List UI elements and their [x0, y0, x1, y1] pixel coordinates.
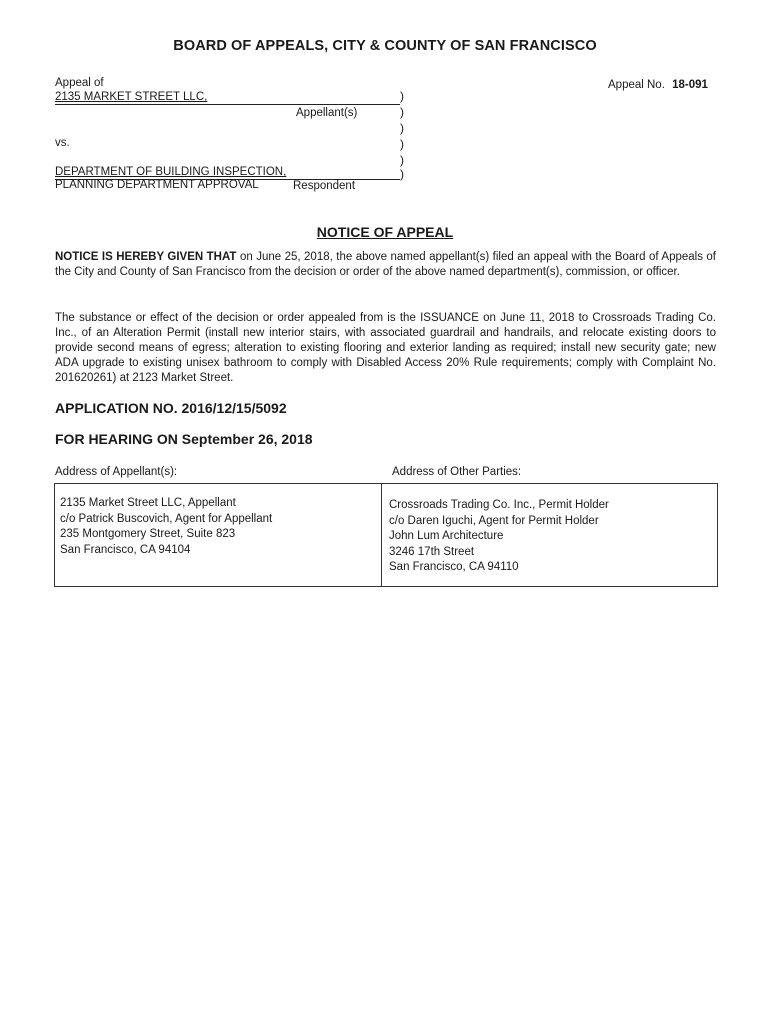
caption-bracket: )	[400, 167, 404, 181]
board-title: BOARD OF APPEALS, CITY & COUNTY OF SAN FRANCISCO	[173, 38, 597, 54]
address-line: Crossroads Trading Co. Inc., Permit Holder	[389, 499, 609, 511]
notice-lead: NOTICE IS HEREBY GIVEN THAT	[55, 251, 237, 263]
appeal-number-value: 18-091	[672, 79, 708, 91]
application-number: APPLICATION NO. 2016/12/15/5092	[55, 400, 287, 416]
appellant-role: Appellant(s)	[296, 107, 358, 119]
address-line: 235 Montgomery Street, Suite 823	[60, 528, 236, 540]
hearing-date: FOR HEARING ON September 26, 2018	[55, 431, 313, 447]
vs-label: vs.	[55, 137, 70, 149]
caption-bracket: )	[400, 105, 404, 119]
appeal-number-label: Appeal No.	[608, 79, 665, 91]
address-box-divider	[381, 483, 382, 587]
notice-paragraph-1-text: on June 25, 2018, the above named appellant(s) filed an appeal with the Board of Appeals of the City and County of San Francisco from the decision or order of the above named department(s), commission, or officer.	[55, 251, 717, 278]
appeal-number	[608, 79, 708, 91]
address-line: John Lum Architecture	[389, 530, 504, 542]
respondent-name: DEPARTMENT OF BUILDING INSPECTION,	[55, 166, 287, 178]
other-parties-address	[389, 498, 609, 576]
appellant-address-label: Address of Appellant(s):	[55, 466, 178, 478]
caption-bracket: )	[400, 153, 404, 167]
appellant-underline	[55, 104, 400, 105]
respondent-detail: PLANNING DEPARTMENT APPROVAL	[55, 179, 259, 191]
caption-bracket: )	[400, 89, 404, 103]
address-line: San Francisco, CA 94110	[389, 561, 519, 573]
appellant-name: 2135 MARKET STREET LLC,	[55, 91, 208, 103]
address-line: c/o Patrick Buscovich, Agent for Appellant	[60, 512, 273, 525]
respondent-role: Respondent	[293, 180, 356, 192]
notice-heading: NOTICE OF APPEAL	[316, 224, 454, 240]
caption-bracket: )	[400, 121, 404, 135]
address-line: c/o Daren Iguchi, Agent for Permit Holder	[389, 514, 599, 527]
address-line: San Francisco, CA 94104	[60, 543, 191, 556]
appellant-address	[60, 496, 272, 558]
notice-paragraph-1	[55, 250, 716, 280]
caption-bracket: )	[400, 137, 404, 151]
address-line: 3246 17th Street	[389, 545, 475, 558]
other-parties-label: Address of Other Parties:	[392, 466, 522, 478]
address-line: 2135 Market Street LLC, Appellant	[60, 497, 236, 509]
appeal-of-label: Appeal of	[55, 77, 104, 89]
notice-paragraph-2: The substance or effect of the decision or order appealed from is the ISSUANCE on June 11, 2018 to Crossroads Trading Co. Inc., of an Alteration Permit (install new interior stairs, with associated guardrail and handrails, and relocate existing doors to provide second means of egress; alteration to existing flooring and exterior landing as required; install new security gate; new ADA upgrade to existing unisex bathroom to comply with Disabled Access 20% Rule requirements; comply with Complaint No. 201620261) at 2123 Market Street.	[55, 312, 716, 384]
